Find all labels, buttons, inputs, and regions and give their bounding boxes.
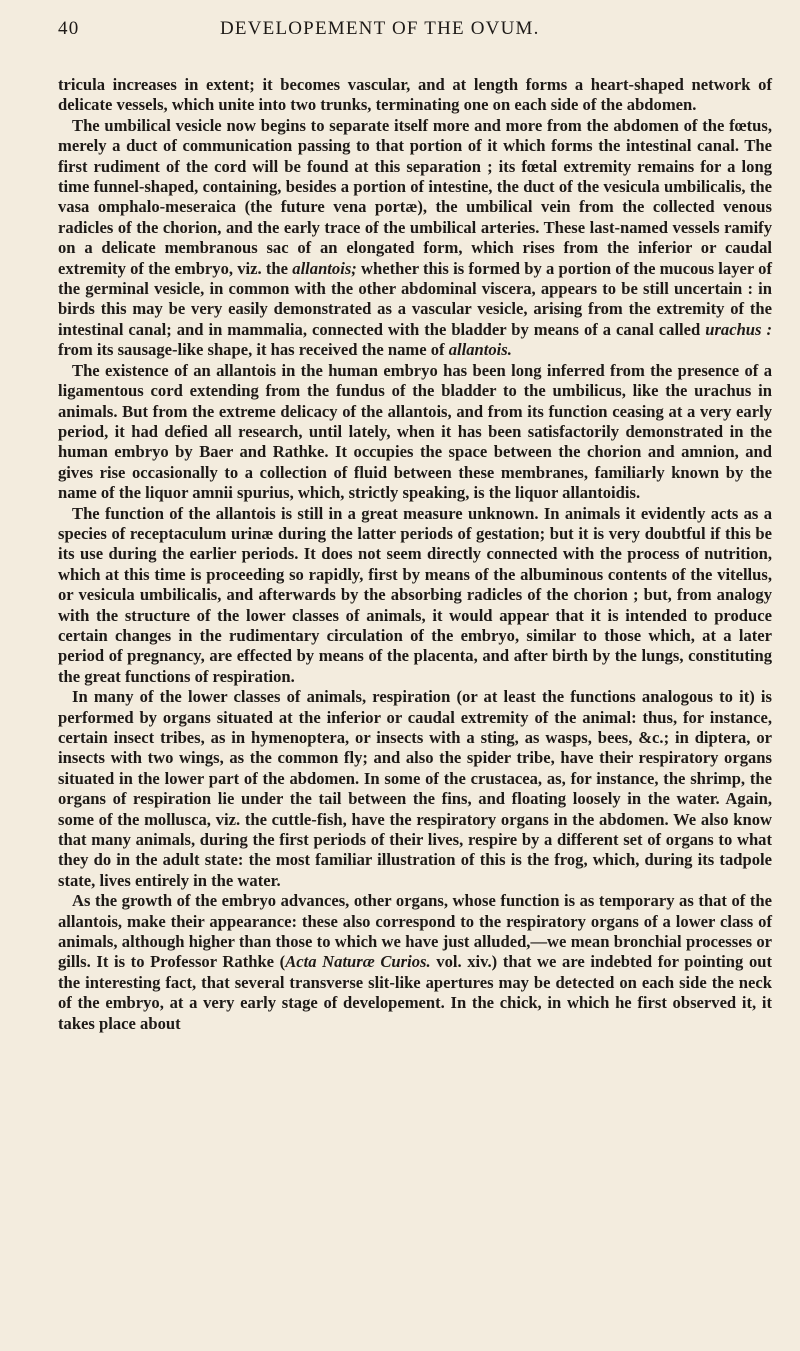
running-title: DEVELOPEMENT OF THE OVUM. [220,18,540,39]
text-segment: whether this is formed by a portion of the mucous layer of the germinal vesicle, in common with the other abdominal viscera, appears to be still uncertain : in birds this may be very easily demonstrated as a vascular vesicle, arising from the extremity of the intestinal canal; and in mammalia, connected with the bladder by means of a canal called [58,258,772,339]
body-text [58,75,772,1034]
italic-term: allantois. [448,340,512,360]
text-segment: The existence of an allantois in the human embryo has been long inferred from the presence of a ligamentous cord extending from the fundus of the bladder to the umbilicus, like the urachus in animals. But from the extreme delicacy of the allantois, and from its function ceasing at a very early period, it had defied all research, until lately, when it has been satisfactorily demonstrated in the human embryo by Baer and Rathke. It occupies the space between the chorion and amnion, and gives rise occasionally to a collection of fluid between these membranes, familiarly known by the name of the liquor amnii spurius, which, strictly speaking, is the liquor allantoidis. [58,360,772,503]
paragraph-2 [58,116,772,361]
text-segment: The function of the allantois is still in a great measure unknown. In animals it evidently acts as a species of receptaculum urinæ during the latter periods of gestation; but it is very doubtful if this be its use during the earlier periods. It does not seem directly connected with the process of nutrition, which at this time is proceeding so rapidly, first by means of the albuminous contents of the vitellus, or vesicula umbilicalis, and afterwards by the absorbing radicles of the chorion ; but, from analogy with the structure of the lower classes of animals, it would appear that it is intended to produce certain changes in the rudimentary circulation of the embryo, similar to those which, at a later period of pregnancy, are effected by means of the placenta, and after birth by the lungs, constituting the great functions of respiration. [58,503,772,686]
paragraph-5 [58,687,772,891]
page-number: 40 [58,18,80,39]
italic-term: allantois; [292,258,357,278]
text-segment: vol. xiv.) that we are indebted for pointing out the interesting fact, that several transverse slit-like apertures may be detected on each side the neck of the embryo, at a very early stage of developement. In the chick, in which he first observed it, it takes place about [58,952,773,1033]
paragraph-1 [58,75,772,116]
page-header [58,18,760,44]
paragraph-3 [58,361,772,504]
paragraph-6 [58,891,772,1034]
italic-term: urachus : [705,319,772,339]
text-segment: In many of the lower classes of animals, respiration (or at least the functions analogous to it) is performed by organs situated at the inferior or caudal extremity of the animal: thus, for instance, certain insect tribes, as in hymenoptera, or insects with a sting, as wasps, bees, &c.; in diptera, or insects with two wings, as the common fly; and also the spider tribe, have their respiratory organs situated in the lower part of the abdomen. In some of the crustacea, as, for instance, the shrimp, the organs of respiration lie under the tail between the fins, and floating loosely in the water. Again, some of the mollusca, viz. the cuttle-fish, have the respiratory organs in the abdomen. We also know that many animals, during the first periods of their lives, respire by a different set of organs to what they do in the adult state: the most familiar illustration of this is the frog, which, during its tadpole state, lives entirely in the water. [58,687,772,890]
text-segment: The umbilical vesicle now begins to separate itself more and more from the abdomen of the fœtus, merely a duct of communication passing to that portion of it which forms the intestinal canal. The first rudiment of the cord will be found at this separation ; its fœtal extremity remains for a long time funnel-shaped, containing, besides a portion of intestine, the duct of the vesicula umbilicalis, the vasa omphalo-meseraica (the future vena portæ), the umbilical vein from the collected venous radicles of the chorion, and the early trace of the umbilical arteries. These last-named vessels ramify on a delicate membranous sac of an elongated form, which rises from the inferior or caudal extremity of the embryo, viz. the [58,115,772,278]
paragraph-4 [58,504,772,688]
italic-citation: Acta Naturæ Curios. [285,952,431,972]
text-segment: from its sausage-like shape, it has received the name of [58,340,449,360]
text-segment: As the growth of the embryo advances, other organs, whose function is as temporary as that of the allantois, make their appearance: these also correspond to the respiratory organs of a lower class of animals, although higher than those to which we have just alluded,—we mean bronchial processes or gills. It is to Professor Rathke ( [58,891,772,972]
text-segment: tricula increases in extent; it becomes vascular, and at length forms a heart-shaped network of delicate vessels, which unite into two trunks, terminating one on each side of the abdomen. [58,75,772,115]
